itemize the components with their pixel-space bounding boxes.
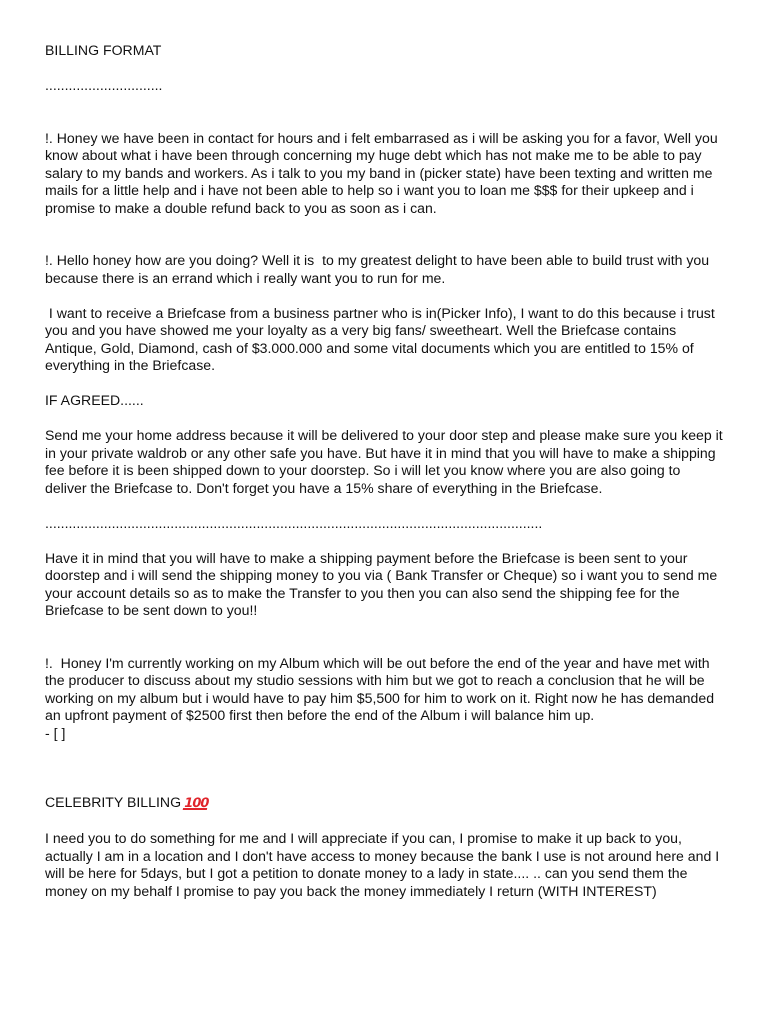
billing-format-heading: BILLING FORMAT xyxy=(45,42,162,58)
document-body xyxy=(45,42,725,900)
if-agreed-label: IF AGREED...... xyxy=(45,392,144,408)
celebrity-billing-heading xyxy=(45,794,725,813)
paragraph-debt-favor: !. Honey we have been in contact for hours and i felt embarrased as i will be asking you for a favor, Well you know about what i have been through concerning my huge debt which has not make me to be able to pay salary to my bands and workers. As i talk to you my band in (picker state) have been texting and written me mails for a little help and i have not been able to help so i want you to loan me $$$ for their upkeep and i promise to make a double refund back to you as soon as i can. xyxy=(45,129,722,216)
hundred-points-icon: 100 xyxy=(182,796,210,811)
paragraph-shipping: Have it in mind that you will have to make a shipping payment before the Briefcase is been sent to your doorstep and i will send the shipping money to you via ( Bank Transfer or Cheque) so i want you to send me your account details so as to make the Transfer to you then you can also send the shipping fee for the Briefcase to be sent down to you!! xyxy=(45,549,722,618)
separator-long: ............................................................................................................................... xyxy=(45,514,543,531)
separator-short: .............................. xyxy=(45,77,163,93)
paragraph-errand: !. Hello honey how are you doing? Well it is to my greatest delight to have been able to build trust with you because there is an errand which i really want you to run for me. xyxy=(45,252,714,286)
paragraph-address: Send me your home address because it will be delivered to your door step and please make sure you keep it in your private waldrob or any other safe you have. But have it in mind that you will have to make a shipping fee before it is been shipped down to your doorstep. So i will let you know where you are also going to deliver the Briefcase to. Don't forget you have a 15% share of everything in the Briefcase. xyxy=(45,427,727,496)
paragraph-briefcase: I want to receive a Briefcase from a business partner who is in(Picker Info), I want to do this because i trust you and you have showed me your loyalty as a very big fans/ sweetheart. Well the Briefcase contains Antique, Gold, Diamond, cash of $3.000.000 and some vital documents which you are entitled to 15% of everything in the Briefcase. xyxy=(45,304,719,373)
celebrity-billing-label: CELEBRITY BILLING xyxy=(45,794,182,810)
paragraph-album: !. Honey I'm currently working on my Album which will be out before the end of the year and have met with the producer to discuss about my studio sessions with him but we got to reach a conclusion that he will be working on my album but i would have to pay him $5,500 for him to work on it. Right now he has demanded an upfront payment of $2500 first then before the end of the Album i will balance him up. xyxy=(45,654,718,723)
checkbox-line: - [ ] xyxy=(45,724,66,741)
paragraph-donation: I need you to do something for me and I will appreciate if you can, I promise to make it up back to you, actually I am in a location and I don't have access to money because the bank I use is not around here and I will be here for 5days, but I got a petition to donate money to a lady in state.... .. can you send them the money on my behalf I promise to pay you back the money immediately I return (WITH INTEREST) xyxy=(45,830,724,899)
